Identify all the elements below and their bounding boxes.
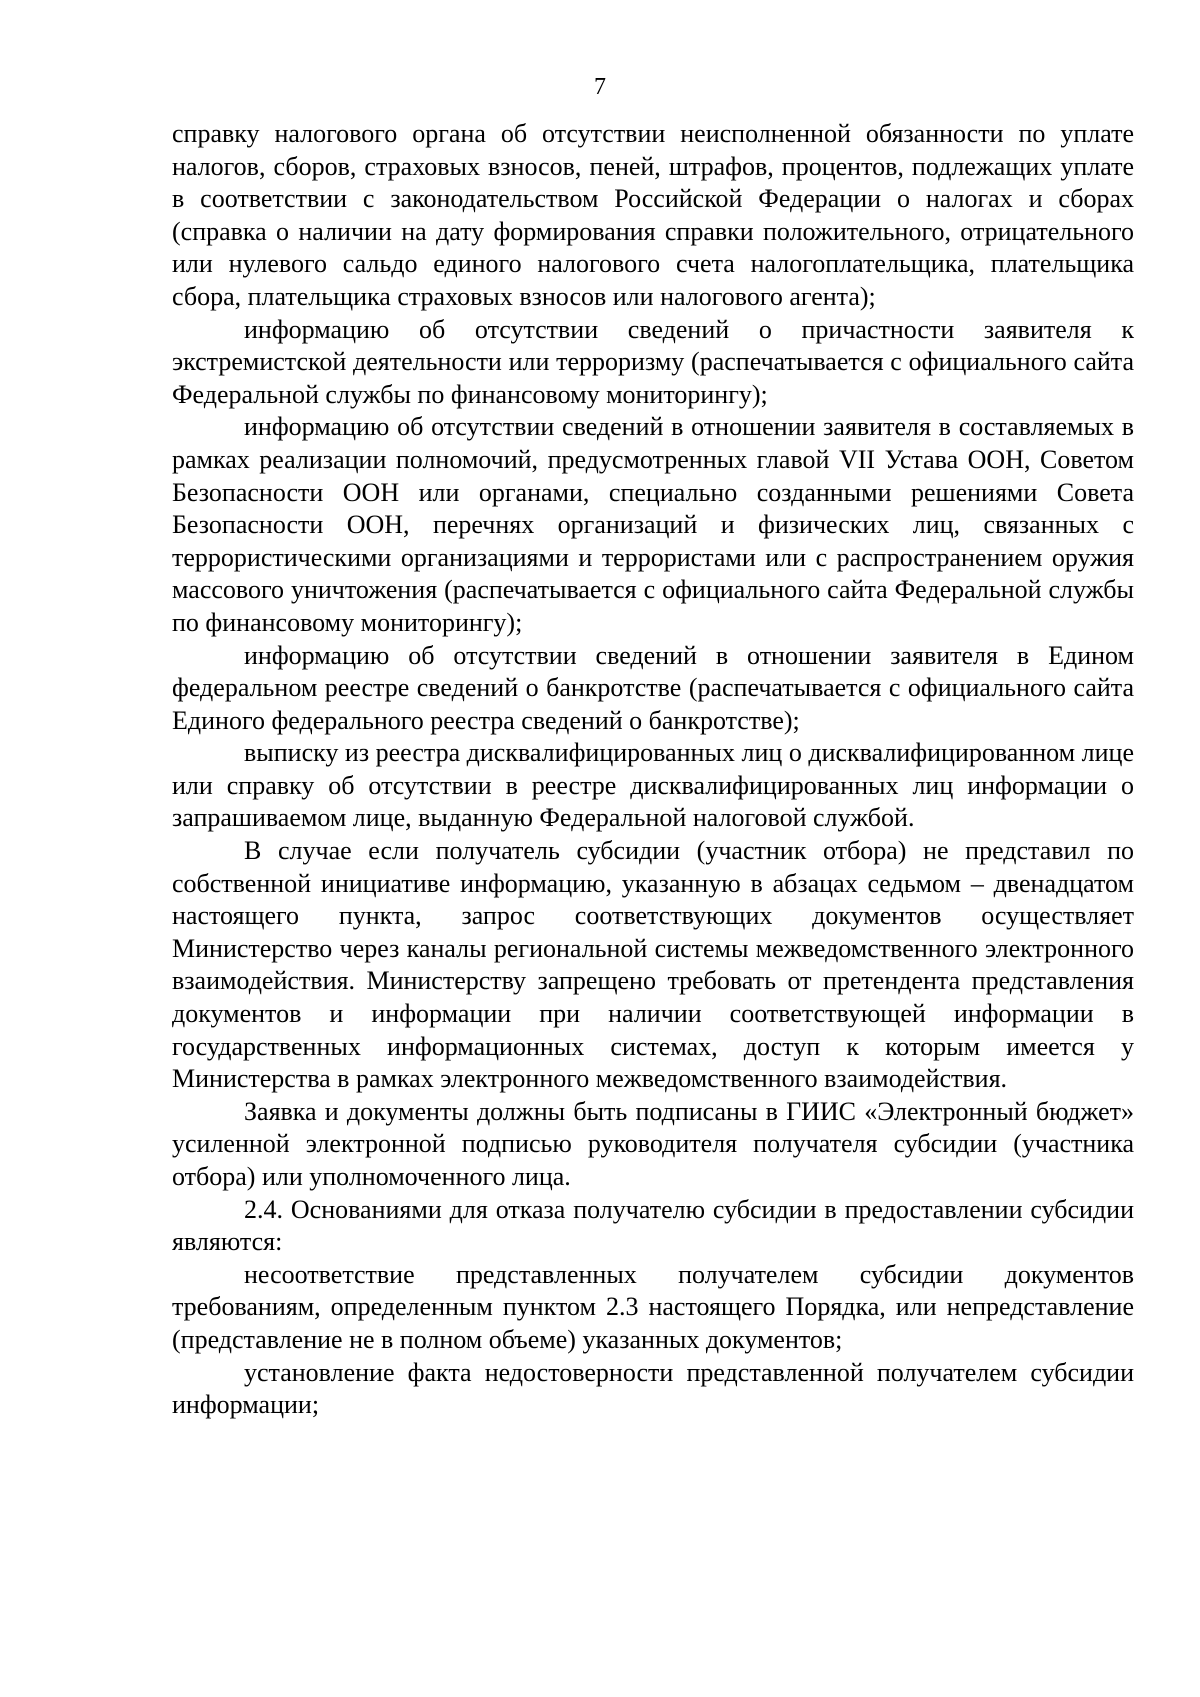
paragraph-refusal-grounds-heading: 2.4. Основаниями для отказа получателю субсидии в предоставлении субсидии являются:: [172, 1194, 1134, 1257]
paragraph-tax-certificate: справку налогового органа об отсутствии неисполненной обязанности по уплате налогов, сборов, страховых взносов, пеней, штрафов, процентов, подлежащих уплате в соответствии с законодательством Российской Федерации о налогах и сборах (справка о наличии на дату формирования справки положительного, отрицательного или нулевого сальдо единого налогового счета налогоплательщика, плательщика сбора, плательщика страховых взносов или налогового агента);: [172, 119, 1134, 311]
paragraph-un-lists-info: информацию об отсутствии сведений в отношении заявителя в составляемых в рамках реализации полномочий, предусмотренных главой VII Устава ООН, Советом Безопасности ООН или органами, специально созданными решениями Совета Безопасности ООН, перечнях организаций и физических лиц, связанных с террористическими организациями и террористами или с распространением оружия массового уничтожения (распечатывается с официального сайта Федеральной службы по финансовому мониторингу);: [172, 412, 1134, 637]
paragraph-electronic-signature: Заявка и документы должны быть подписаны в ГИИС «Электронный бюджет» усиленной электронной подписью руководителя получателя субсидии (участника отбора) или уполномоченного лица.: [172, 1096, 1134, 1191]
paragraph-interagency-request: В случае если получатель субсидии (участник отбора) не представил по собственной инициативе информацию, указанную в абзацах седьмом – двенадцатом настоящего пункта, запрос соответствующих документов осуществляет Министерство через каналы региональной системы межведомственного электронного взаимодействия. Министерству запрещено требовать от претендента представления документов и информации при наличии соответствующей информации в государственных информационных системах, доступ к которым имеется у Министерства в рамках электронного межведомственного взаимодействия.: [172, 836, 1134, 1094]
document-body: [172, 118, 1134, 1422]
paragraph-bankruptcy-info: информацию об отсутствии сведений в отношении заявителя в Едином федеральном реестре сведений о банкротстве (распечатывается с официального сайта Единого федерального реестра сведений о банкротстве);: [172, 640, 1134, 735]
page-number: 7: [594, 74, 606, 100]
paragraph-refusal-false-info: установление факта недостоверности представленной получателем субсидии информации;: [172, 1357, 1134, 1420]
paragraph-disqualified-persons: выписку из реестра дисквалифицированных лиц о дисквалифицированном лице или справку об отсутствии в реестре дисквалифицированных лиц информации о запрашиваемом лице, выданную Федеральной налоговой службой.: [172, 738, 1134, 833]
paragraph-refusal-noncompliance: несоответствие представленных получателем субсидии документов требованиям, определенным пунктом 2.3 настоящего Порядка, или непредставление (представление не в полном объеме) указанных документов;: [172, 1259, 1134, 1354]
paragraph-extremism-info: информацию об отсутствии сведений о причастности заявителя к экстремистской деятельности или терроризму (распечатывается с официального сайта Федеральной службы по финансовому мониторингу);: [172, 314, 1134, 409]
